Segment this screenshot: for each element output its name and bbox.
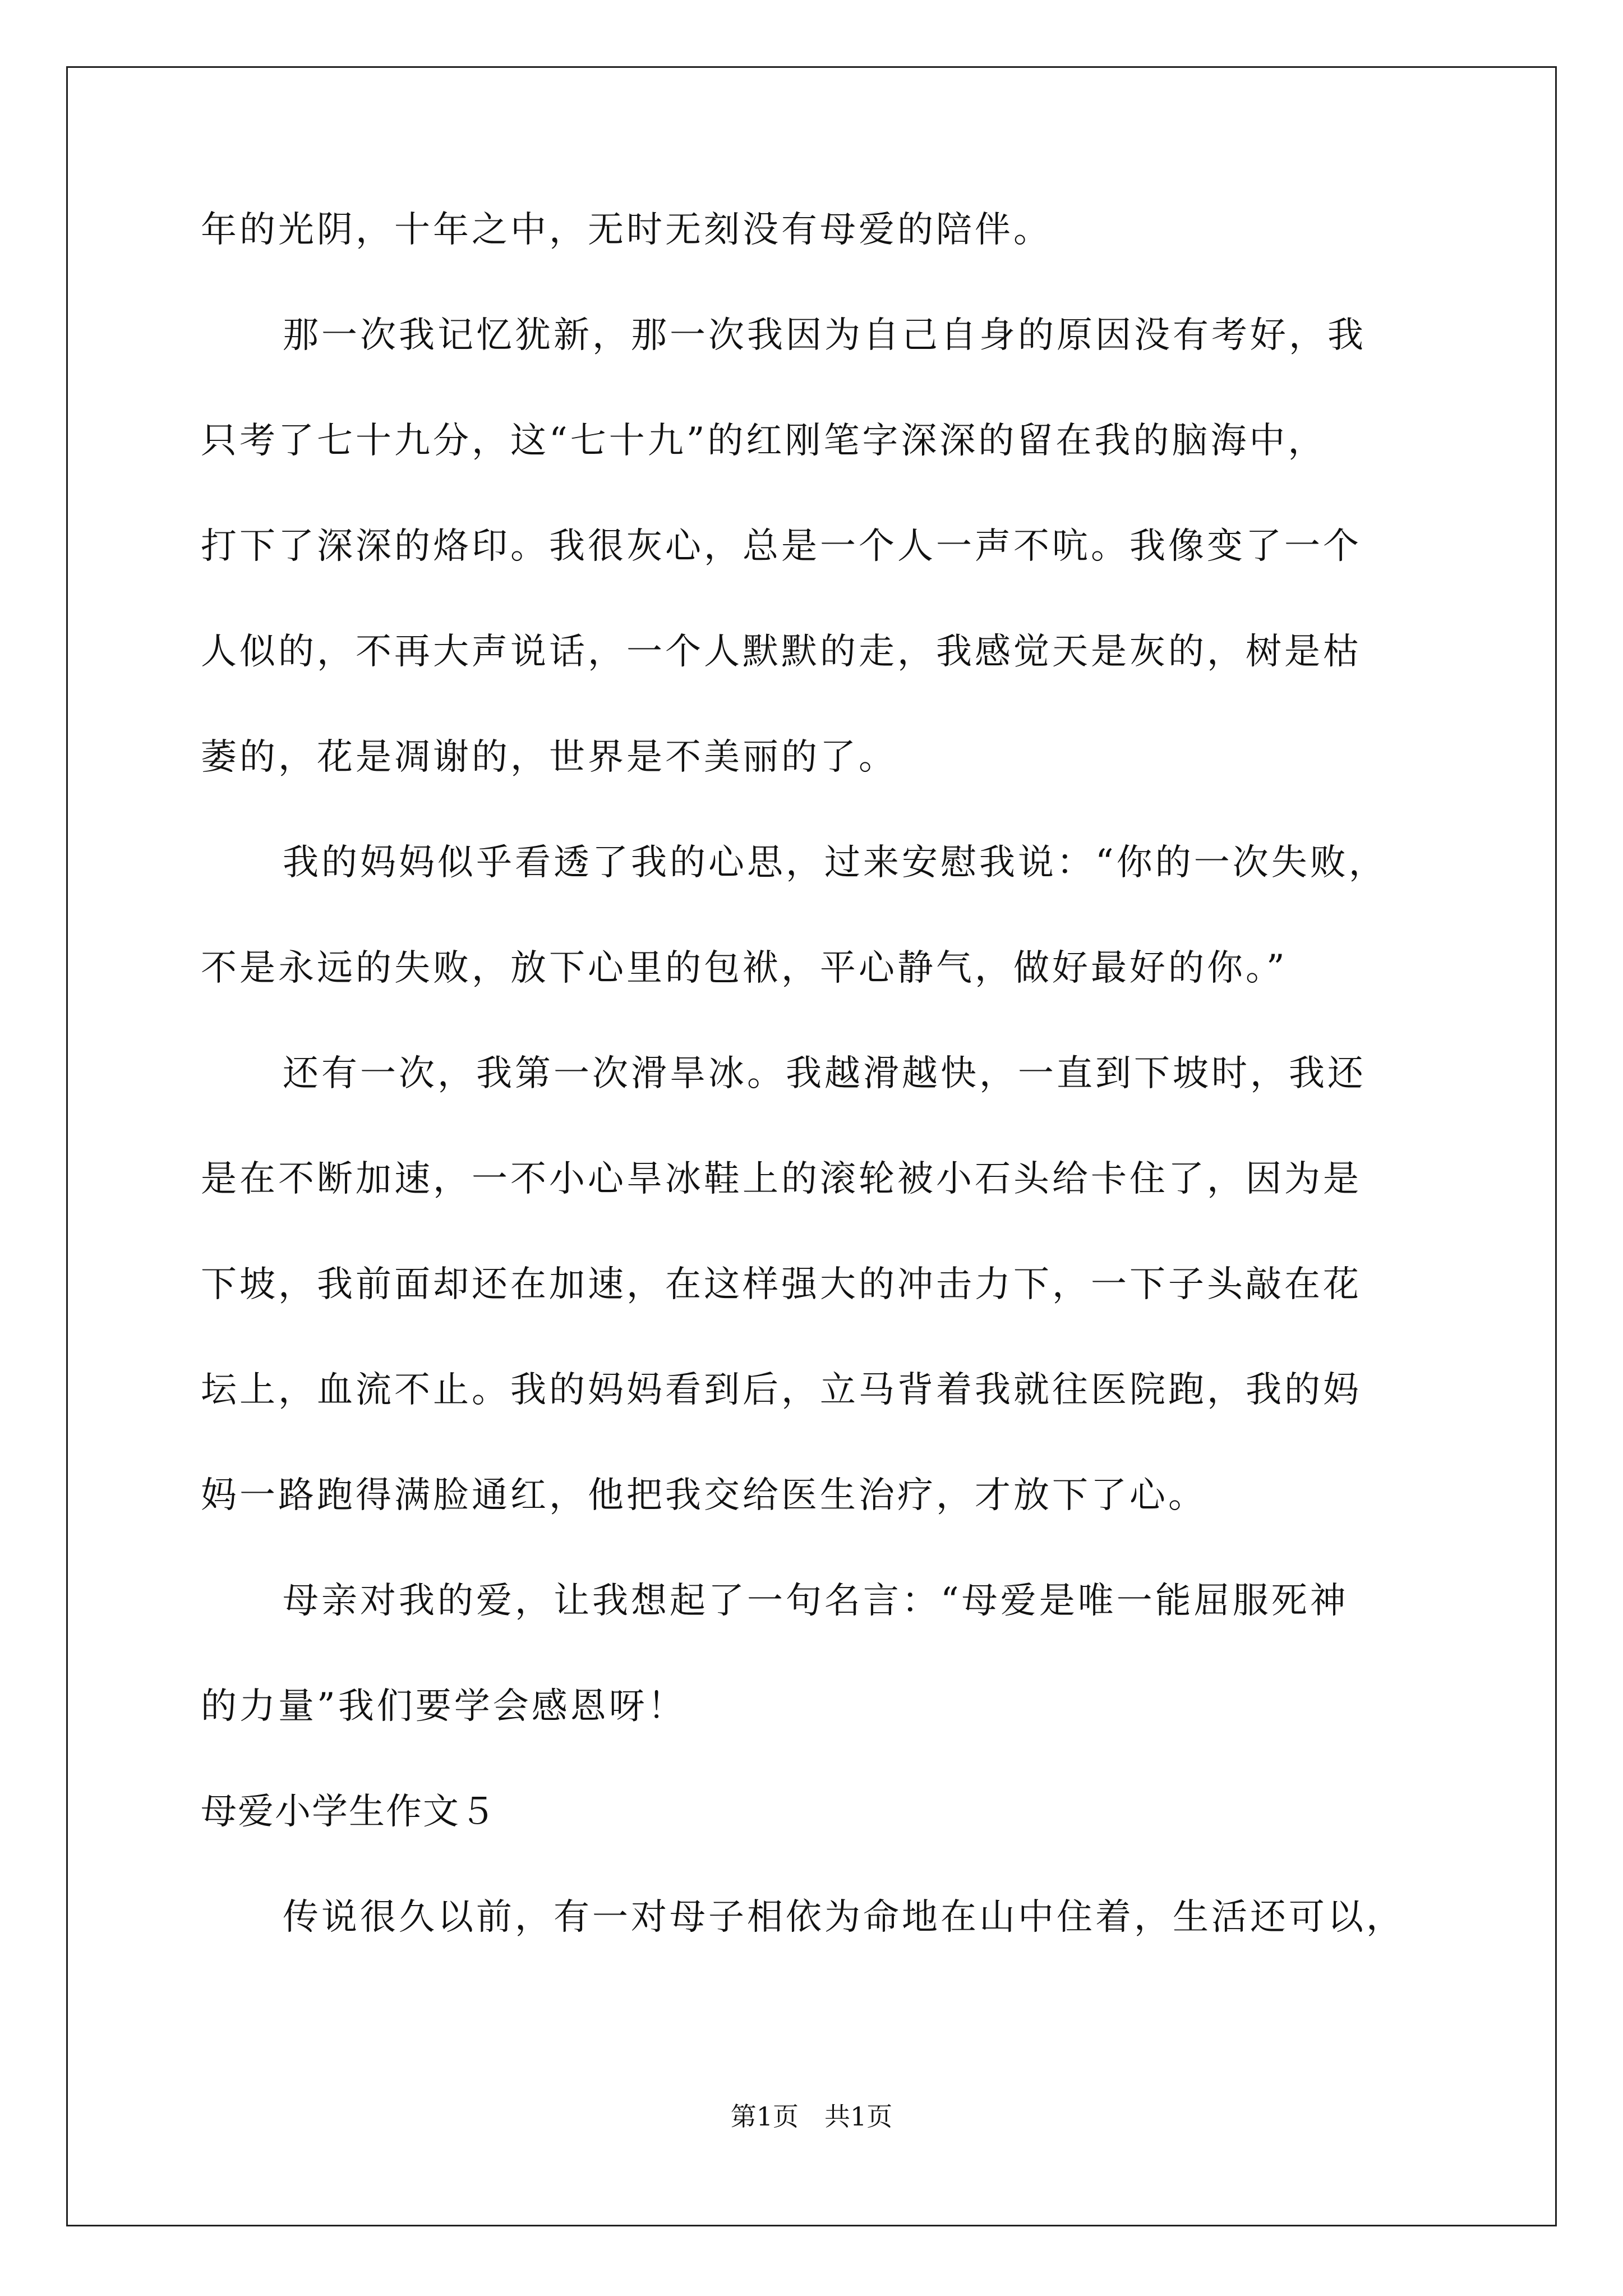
text-line: 还有一次，我第一次滑旱冰。我越滑越快，一直到下坡时，我还 — [283, 1053, 1366, 1094]
text-line: 不是永远的失败，放下心里的包袱，平心静气，做好最好的你。” — [201, 947, 1288, 989]
text-line: 妈一路跑得满脸通红，他把我交给医生治疗，才放下了心。 — [201, 1475, 1207, 1516]
section-heading: 母爱小学生作文５ — [201, 1791, 497, 1833]
text-line: 我的妈妈似乎看透了我的心思，过来安慰我说：“你的一次失败， — [283, 842, 1387, 884]
page-footer — [0, 2101, 1623, 2132]
page-number-label: 第1页 共1页 — [730, 2101, 893, 2132]
text-line: 打下了深深的烙印。我很灰心，总是一个人一声不吭。我像变了一个 — [201, 526, 1362, 567]
text-line: 那一次我记忆犹新，那一次我因为自己自身的原因没有考好，我 — [283, 315, 1366, 356]
text-line: 萎的，花是凋谢的，世界是不美丽的了。 — [201, 737, 897, 778]
text-line: 传说很久以前，有一对母子相依为命地在山中住着，生活还可以， — [283, 1897, 1405, 1938]
text-line: 的力量”我们要学会感恩呀！ — [201, 1686, 686, 1727]
text-line: 人似的，不再大声说话，一个人默默的走，我感觉天是灰的，树是枯 — [201, 631, 1362, 673]
text-line: 下坡，我前面却还在加速，在这样强大的冲击力下，一下子头敲在花 — [201, 1264, 1362, 1305]
text-line: 只考了七十九分，这“七十九”的红刚笔字深深的留在我的脑海中， — [201, 420, 1327, 462]
text-line: 年的光阴，十年之中，无时无刻没有母爱的陪伴。 — [201, 209, 1052, 251]
text-line: 母亲对我的爱，让我想起了一句名言：“母爱是唯一能屈服死神 — [283, 1580, 1349, 1622]
text-line: 是在不断加速，一不小心旱冰鞋上的滚轮被小石头给卡住了，因为是 — [201, 1158, 1362, 1200]
text-line: 坛上，血流不止。我的妈妈看到后，立马背着我就往医院跑，我的妈 — [201, 1369, 1362, 1411]
